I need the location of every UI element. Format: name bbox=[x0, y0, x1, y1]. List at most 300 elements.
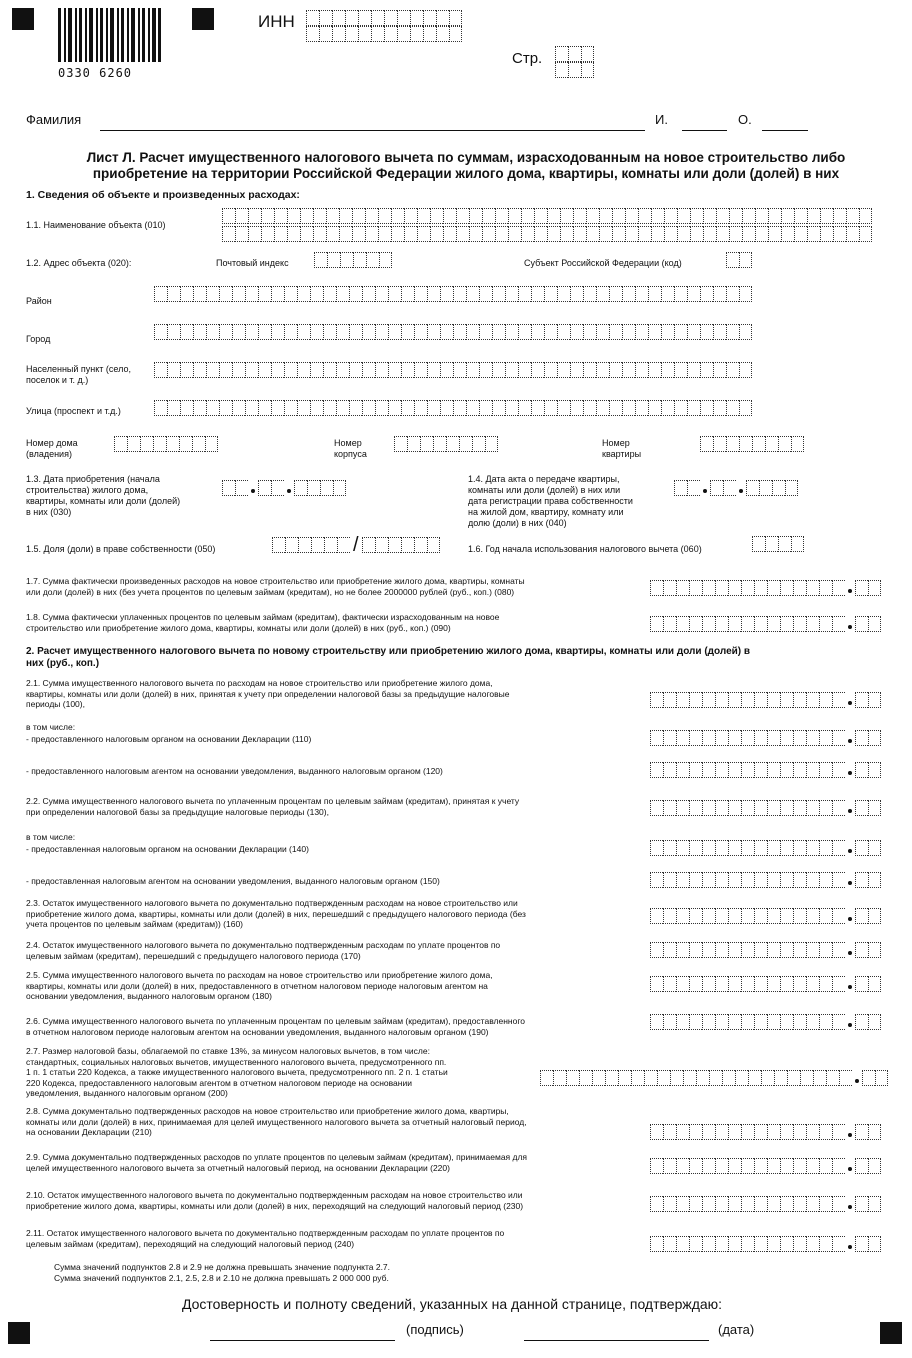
input-cell[interactable] bbox=[625, 226, 638, 242]
input-cell[interactable] bbox=[339, 208, 352, 224]
input-cell[interactable] bbox=[297, 400, 310, 416]
input-cell[interactable] bbox=[741, 730, 754, 746]
input-cell[interactable] bbox=[313, 226, 326, 242]
input-cell[interactable] bbox=[728, 1196, 741, 1212]
input-cell[interactable] bbox=[767, 580, 780, 596]
input-cell[interactable] bbox=[676, 908, 689, 924]
input-cell[interactable] bbox=[709, 1070, 722, 1086]
input-cell[interactable] bbox=[855, 1236, 868, 1252]
input-cell[interactable] bbox=[791, 536, 804, 552]
input-cell[interactable] bbox=[219, 362, 232, 378]
input-cell[interactable] bbox=[687, 324, 700, 340]
input-cell[interactable] bbox=[248, 226, 261, 242]
input-cell[interactable] bbox=[404, 208, 417, 224]
input-cell[interactable] bbox=[868, 762, 881, 778]
input-cell[interactable] bbox=[819, 976, 832, 992]
input-cell[interactable] bbox=[832, 840, 845, 856]
input-cell[interactable] bbox=[154, 324, 167, 340]
field-230-sum[interactable] bbox=[650, 1196, 881, 1212]
input-cell[interactable] bbox=[687, 286, 700, 302]
input-cell[interactable] bbox=[868, 1014, 881, 1030]
input-cell[interactable] bbox=[417, 226, 430, 242]
input-cell[interactable] bbox=[702, 1014, 715, 1030]
input-cell[interactable] bbox=[492, 362, 505, 378]
input-cell[interactable] bbox=[739, 436, 752, 452]
input-cell[interactable] bbox=[394, 436, 407, 452]
input-cell[interactable] bbox=[868, 692, 881, 708]
input-cell[interactable] bbox=[430, 226, 443, 242]
input-cell[interactable] bbox=[868, 1124, 881, 1140]
input-cell[interactable] bbox=[702, 1196, 715, 1212]
input-cell[interactable] bbox=[388, 362, 401, 378]
input-cell[interactable] bbox=[583, 362, 596, 378]
input-cell[interactable] bbox=[378, 226, 391, 242]
input-cell[interactable] bbox=[868, 1236, 881, 1252]
input-cell[interactable] bbox=[819, 908, 832, 924]
input-cell[interactable] bbox=[741, 1236, 754, 1252]
input-cell[interactable] bbox=[235, 226, 248, 242]
input-cell[interactable] bbox=[353, 252, 366, 268]
input-cell[interactable] bbox=[767, 730, 780, 746]
input-cell[interactable] bbox=[700, 436, 713, 452]
input-cell[interactable] bbox=[676, 976, 689, 992]
input-cell[interactable] bbox=[793, 1124, 806, 1140]
input-cell[interactable] bbox=[767, 1158, 780, 1174]
input-cell[interactable] bbox=[806, 976, 819, 992]
input-cell[interactable] bbox=[754, 872, 767, 888]
building-field[interactable] bbox=[394, 436, 498, 452]
input-cell[interactable] bbox=[245, 286, 258, 302]
input-cell[interactable] bbox=[414, 400, 427, 416]
input-cell[interactable] bbox=[832, 1196, 845, 1212]
input-cell[interactable] bbox=[391, 208, 404, 224]
input-cell[interactable] bbox=[508, 208, 521, 224]
input-cell[interactable] bbox=[663, 800, 676, 816]
field-200-sum[interactable] bbox=[540, 1070, 888, 1086]
input-cell[interactable] bbox=[702, 692, 715, 708]
input-cell[interactable] bbox=[650, 1014, 663, 1030]
input-cell[interactable] bbox=[793, 692, 806, 708]
input-cell[interactable] bbox=[573, 208, 586, 224]
input-cell[interactable] bbox=[741, 1124, 754, 1140]
input-cell[interactable] bbox=[466, 362, 479, 378]
input-cell[interactable] bbox=[635, 362, 648, 378]
input-cell[interactable] bbox=[505, 324, 518, 340]
input-cell[interactable] bbox=[449, 26, 462, 42]
input-cell[interactable] bbox=[518, 286, 531, 302]
input-cell[interactable] bbox=[741, 800, 754, 816]
input-cell[interactable] bbox=[472, 436, 485, 452]
input-cell[interactable] bbox=[222, 226, 235, 242]
input-cell[interactable] bbox=[287, 208, 300, 224]
input-cell[interactable] bbox=[430, 208, 443, 224]
input-cell[interactable] bbox=[689, 908, 702, 924]
input-cell[interactable] bbox=[401, 537, 414, 553]
input-cell[interactable] bbox=[440, 400, 453, 416]
input-cell[interactable] bbox=[235, 480, 248, 496]
input-cell[interactable] bbox=[729, 226, 742, 242]
input-cell[interactable] bbox=[832, 1158, 845, 1174]
input-cell[interactable] bbox=[832, 942, 845, 958]
input-cell[interactable] bbox=[742, 226, 755, 242]
input-cell[interactable] bbox=[366, 252, 379, 268]
input-cell[interactable] bbox=[715, 1014, 728, 1030]
input-cell[interactable] bbox=[410, 10, 423, 26]
input-cell[interactable] bbox=[793, 800, 806, 816]
input-cell[interactable] bbox=[245, 400, 258, 416]
input-cell[interactable] bbox=[414, 286, 427, 302]
input-cell[interactable] bbox=[625, 208, 638, 224]
input-cell[interactable] bbox=[518, 362, 531, 378]
input-cell[interactable] bbox=[674, 480, 687, 496]
input-cell[interactable] bbox=[780, 616, 793, 632]
input-cell[interactable] bbox=[557, 362, 570, 378]
input-cell[interactable] bbox=[570, 400, 583, 416]
input-cell[interactable] bbox=[713, 286, 726, 302]
input-cell[interactable] bbox=[674, 362, 687, 378]
field-240-sum[interactable] bbox=[650, 1236, 881, 1252]
input-cell[interactable] bbox=[153, 436, 166, 452]
input-cell[interactable] bbox=[741, 1158, 754, 1174]
input-cell[interactable] bbox=[715, 1124, 728, 1140]
input-cell[interactable] bbox=[518, 324, 531, 340]
input-cell[interactable] bbox=[728, 762, 741, 778]
input-cell[interactable] bbox=[855, 976, 868, 992]
input-cell[interactable] bbox=[739, 324, 752, 340]
input-cell[interactable] bbox=[650, 976, 663, 992]
input-cell[interactable] bbox=[754, 692, 767, 708]
page-number-field[interactable] bbox=[555, 46, 594, 62]
input-cell[interactable] bbox=[689, 840, 702, 856]
input-cell[interactable] bbox=[689, 1124, 702, 1140]
input-cell[interactable] bbox=[284, 324, 297, 340]
input-cell[interactable] bbox=[586, 226, 599, 242]
input-cell[interactable] bbox=[676, 1196, 689, 1212]
input-cell[interactable] bbox=[715, 1236, 728, 1252]
input-cell[interactable] bbox=[832, 908, 845, 924]
input-cell[interactable] bbox=[728, 908, 741, 924]
input-cell[interactable] bbox=[806, 872, 819, 888]
input-cell[interactable] bbox=[547, 226, 560, 242]
input-cell[interactable] bbox=[767, 872, 780, 888]
input-cell[interactable] bbox=[557, 400, 570, 416]
input-cell[interactable] bbox=[650, 1236, 663, 1252]
field-210-sum[interactable] bbox=[650, 1124, 881, 1140]
input-cell[interactable] bbox=[855, 1196, 868, 1212]
input-cell[interactable] bbox=[855, 616, 868, 632]
input-cell[interactable] bbox=[345, 26, 358, 42]
input-cell[interactable] bbox=[778, 436, 791, 452]
input-cell[interactable] bbox=[689, 942, 702, 958]
input-cell[interactable] bbox=[780, 730, 793, 746]
input-cell[interactable] bbox=[324, 537, 337, 553]
input-cell[interactable] bbox=[690, 226, 703, 242]
input-cell[interactable] bbox=[568, 62, 581, 78]
input-cell[interactable] bbox=[868, 580, 881, 596]
input-cell[interactable] bbox=[638, 208, 651, 224]
input-cell[interactable] bbox=[663, 1158, 676, 1174]
input-cell[interactable] bbox=[726, 286, 739, 302]
input-cell[interactable] bbox=[713, 362, 726, 378]
input-cell[interactable] bbox=[560, 226, 573, 242]
input-cell[interactable] bbox=[742, 208, 755, 224]
input-cell[interactable] bbox=[232, 400, 245, 416]
input-cell[interactable] bbox=[362, 324, 375, 340]
input-cell[interactable] bbox=[635, 400, 648, 416]
input-cell[interactable] bbox=[648, 286, 661, 302]
input-cell[interactable] bbox=[492, 286, 505, 302]
input-cell[interactable] bbox=[449, 10, 462, 26]
input-cell[interactable] bbox=[650, 1124, 663, 1140]
input-cell[interactable] bbox=[371, 26, 384, 42]
input-cell[interactable] bbox=[663, 872, 676, 888]
input-cell[interactable] bbox=[741, 976, 754, 992]
input-cell[interactable] bbox=[806, 730, 819, 746]
input-cell[interactable] bbox=[349, 324, 362, 340]
input-cell[interactable] bbox=[245, 324, 258, 340]
input-cell[interactable] bbox=[521, 208, 534, 224]
input-cell[interactable] bbox=[375, 362, 388, 378]
input-cell[interactable] bbox=[271, 400, 284, 416]
input-cell[interactable] bbox=[531, 324, 544, 340]
input-cell[interactable] bbox=[832, 1236, 845, 1252]
input-cell[interactable] bbox=[819, 762, 832, 778]
input-cell[interactable] bbox=[127, 436, 140, 452]
input-cell[interactable] bbox=[728, 872, 741, 888]
input-cell[interactable] bbox=[661, 324, 674, 340]
input-cell[interactable] bbox=[540, 1070, 553, 1086]
input-cell[interactable] bbox=[570, 362, 583, 378]
input-cell[interactable] bbox=[689, 762, 702, 778]
input-cell[interactable] bbox=[332, 26, 345, 42]
input-cell[interactable] bbox=[650, 800, 663, 816]
input-cell[interactable] bbox=[495, 226, 508, 242]
input-cell[interactable] bbox=[676, 1158, 689, 1174]
field-100-sum[interactable] bbox=[650, 692, 881, 708]
input-cell[interactable] bbox=[248, 208, 261, 224]
input-cell[interactable] bbox=[703, 208, 716, 224]
inn-field[interactable] bbox=[306, 10, 462, 26]
input-cell[interactable] bbox=[765, 436, 778, 452]
input-cell[interactable] bbox=[748, 1070, 761, 1086]
input-cell[interactable] bbox=[414, 362, 427, 378]
input-cell[interactable] bbox=[780, 800, 793, 816]
input-cell[interactable] bbox=[306, 26, 319, 42]
input-cell[interactable] bbox=[180, 324, 193, 340]
input-cell[interactable] bbox=[466, 400, 479, 416]
input-cell[interactable] bbox=[728, 840, 741, 856]
input-cell[interactable] bbox=[258, 324, 271, 340]
input-cell[interactable] bbox=[739, 286, 752, 302]
input-cell[interactable] bbox=[219, 286, 232, 302]
input-cell[interactable] bbox=[232, 286, 245, 302]
input-cell[interactable] bbox=[826, 1070, 839, 1086]
field-220-sum[interactable] bbox=[650, 1158, 881, 1174]
input-cell[interactable] bbox=[586, 208, 599, 224]
input-cell[interactable] bbox=[388, 286, 401, 302]
input-cell[interactable] bbox=[676, 1124, 689, 1140]
input-cell[interactable] bbox=[388, 537, 401, 553]
input-cell[interactable] bbox=[297, 286, 310, 302]
input-cell[interactable] bbox=[855, 1158, 868, 1174]
input-cell[interactable] bbox=[297, 362, 310, 378]
input-cell[interactable] bbox=[728, 942, 741, 958]
input-cell[interactable] bbox=[855, 580, 868, 596]
input-cell[interactable] bbox=[284, 286, 297, 302]
input-cell[interactable] bbox=[193, 286, 206, 302]
input-cell[interactable] bbox=[327, 252, 340, 268]
input-cell[interactable] bbox=[337, 537, 350, 553]
input-cell[interactable] bbox=[807, 226, 820, 242]
input-cell[interactable] bbox=[397, 26, 410, 42]
input-cell[interactable] bbox=[767, 762, 780, 778]
input-cell[interactable] bbox=[820, 208, 833, 224]
input-cell[interactable] bbox=[855, 1014, 868, 1030]
input-cell[interactable] bbox=[362, 537, 375, 553]
input-cell[interactable] bbox=[752, 436, 765, 452]
input-cell[interactable] bbox=[676, 616, 689, 632]
input-cell[interactable] bbox=[485, 436, 498, 452]
input-cell[interactable] bbox=[650, 762, 663, 778]
input-cell[interactable] bbox=[715, 976, 728, 992]
input-cell[interactable] bbox=[702, 1158, 715, 1174]
input-cell[interactable] bbox=[401, 324, 414, 340]
input-cell[interactable] bbox=[819, 800, 832, 816]
field-120-sum[interactable] bbox=[650, 762, 881, 778]
input-cell[interactable] bbox=[754, 908, 767, 924]
input-cell[interactable] bbox=[702, 1124, 715, 1140]
input-cell[interactable] bbox=[868, 840, 881, 856]
input-cell[interactable] bbox=[728, 692, 741, 708]
input-cell[interactable] bbox=[780, 976, 793, 992]
input-cell[interactable] bbox=[579, 1070, 592, 1086]
field-090-sum[interactable] bbox=[650, 616, 881, 632]
input-cell[interactable] bbox=[313, 208, 326, 224]
input-cell[interactable] bbox=[674, 324, 687, 340]
input-cell[interactable] bbox=[800, 1070, 813, 1086]
input-cell[interactable] bbox=[154, 286, 167, 302]
input-cell[interactable] bbox=[715, 872, 728, 888]
input-cell[interactable] bbox=[868, 800, 881, 816]
input-cell[interactable] bbox=[349, 362, 362, 378]
input-cell[interactable] bbox=[781, 226, 794, 242]
input-cell[interactable] bbox=[650, 730, 663, 746]
input-cell[interactable] bbox=[700, 400, 713, 416]
input-cell[interactable] bbox=[261, 226, 274, 242]
input-cell[interactable] bbox=[384, 10, 397, 26]
input-cell[interactable] bbox=[806, 1014, 819, 1030]
input-cell[interactable] bbox=[728, 730, 741, 746]
input-cell[interactable] bbox=[676, 872, 689, 888]
input-cell[interactable] bbox=[596, 400, 609, 416]
input-cell[interactable] bbox=[702, 580, 715, 596]
input-cell[interactable] bbox=[333, 480, 346, 496]
input-cell[interactable] bbox=[482, 208, 495, 224]
input-cell[interactable] bbox=[832, 616, 845, 632]
input-cell[interactable] bbox=[272, 537, 285, 553]
input-cell[interactable] bbox=[661, 286, 674, 302]
input-cell[interactable] bbox=[650, 1158, 663, 1174]
input-cell[interactable] bbox=[193, 324, 206, 340]
input-cell[interactable] bbox=[391, 226, 404, 242]
input-cell[interactable] bbox=[754, 1014, 767, 1030]
input-cell[interactable] bbox=[702, 942, 715, 958]
input-cell[interactable] bbox=[689, 1196, 702, 1212]
input-cell[interactable] bbox=[557, 324, 570, 340]
input-cell[interactable] bbox=[793, 976, 806, 992]
input-cell[interactable] bbox=[609, 324, 622, 340]
input-cell[interactable] bbox=[702, 616, 715, 632]
input-cell[interactable] bbox=[728, 1158, 741, 1174]
input-cell[interactable] bbox=[596, 362, 609, 378]
input-cell[interactable] bbox=[726, 324, 739, 340]
input-cell[interactable] bbox=[752, 536, 765, 552]
input-cell[interactable] bbox=[806, 800, 819, 816]
input-cell[interactable] bbox=[855, 872, 868, 888]
input-cell[interactable] bbox=[674, 286, 687, 302]
input-cell[interactable] bbox=[492, 400, 505, 416]
input-cell[interactable] bbox=[741, 872, 754, 888]
input-cell[interactable] bbox=[767, 908, 780, 924]
input-cell[interactable] bbox=[855, 908, 868, 924]
input-cell[interactable] bbox=[544, 362, 557, 378]
date-line[interactable] bbox=[524, 1340, 709, 1341]
input-cell[interactable] bbox=[453, 400, 466, 416]
input-cell[interactable] bbox=[323, 362, 336, 378]
field-030-date[interactable] bbox=[222, 480, 346, 496]
input-cell[interactable] bbox=[307, 480, 320, 496]
input-cell[interactable] bbox=[258, 362, 271, 378]
input-cell[interactable] bbox=[741, 616, 754, 632]
input-cell[interactable] bbox=[423, 26, 436, 42]
input-cell[interactable] bbox=[728, 976, 741, 992]
input-cell[interactable] bbox=[819, 942, 832, 958]
input-cell[interactable] bbox=[832, 1124, 845, 1140]
input-cell[interactable] bbox=[819, 616, 832, 632]
input-cell[interactable] bbox=[715, 730, 728, 746]
input-cell[interactable] bbox=[336, 362, 349, 378]
input-cell[interactable] bbox=[592, 1070, 605, 1086]
input-cell[interactable] bbox=[663, 730, 676, 746]
input-cell[interactable] bbox=[726, 362, 739, 378]
input-cell[interactable] bbox=[663, 908, 676, 924]
input-cell[interactable] bbox=[728, 616, 741, 632]
patronymic-initial-line[interactable] bbox=[762, 130, 808, 131]
input-cell[interactable] bbox=[573, 226, 586, 242]
postcode-field[interactable] bbox=[314, 252, 392, 268]
field-130-sum[interactable] bbox=[650, 800, 881, 816]
input-cell[interactable] bbox=[819, 1124, 832, 1140]
input-cell[interactable] bbox=[557, 286, 570, 302]
input-cell[interactable] bbox=[741, 762, 754, 778]
input-cell[interactable] bbox=[271, 480, 284, 496]
input-cell[interactable] bbox=[832, 976, 845, 992]
input-cell[interactable] bbox=[319, 10, 332, 26]
input-cell[interactable] bbox=[570, 324, 583, 340]
input-cell[interactable] bbox=[154, 362, 167, 378]
input-cell[interactable] bbox=[596, 286, 609, 302]
input-cell[interactable] bbox=[780, 840, 793, 856]
input-cell[interactable] bbox=[785, 480, 798, 496]
input-cell[interactable] bbox=[417, 208, 430, 224]
input-cell[interactable] bbox=[320, 480, 333, 496]
input-cell[interactable] bbox=[232, 362, 245, 378]
input-cell[interactable] bbox=[832, 692, 845, 708]
input-cell[interactable] bbox=[793, 1236, 806, 1252]
input-cell[interactable] bbox=[780, 692, 793, 708]
input-cell[interactable] bbox=[232, 324, 245, 340]
input-cell[interactable] bbox=[258, 480, 271, 496]
